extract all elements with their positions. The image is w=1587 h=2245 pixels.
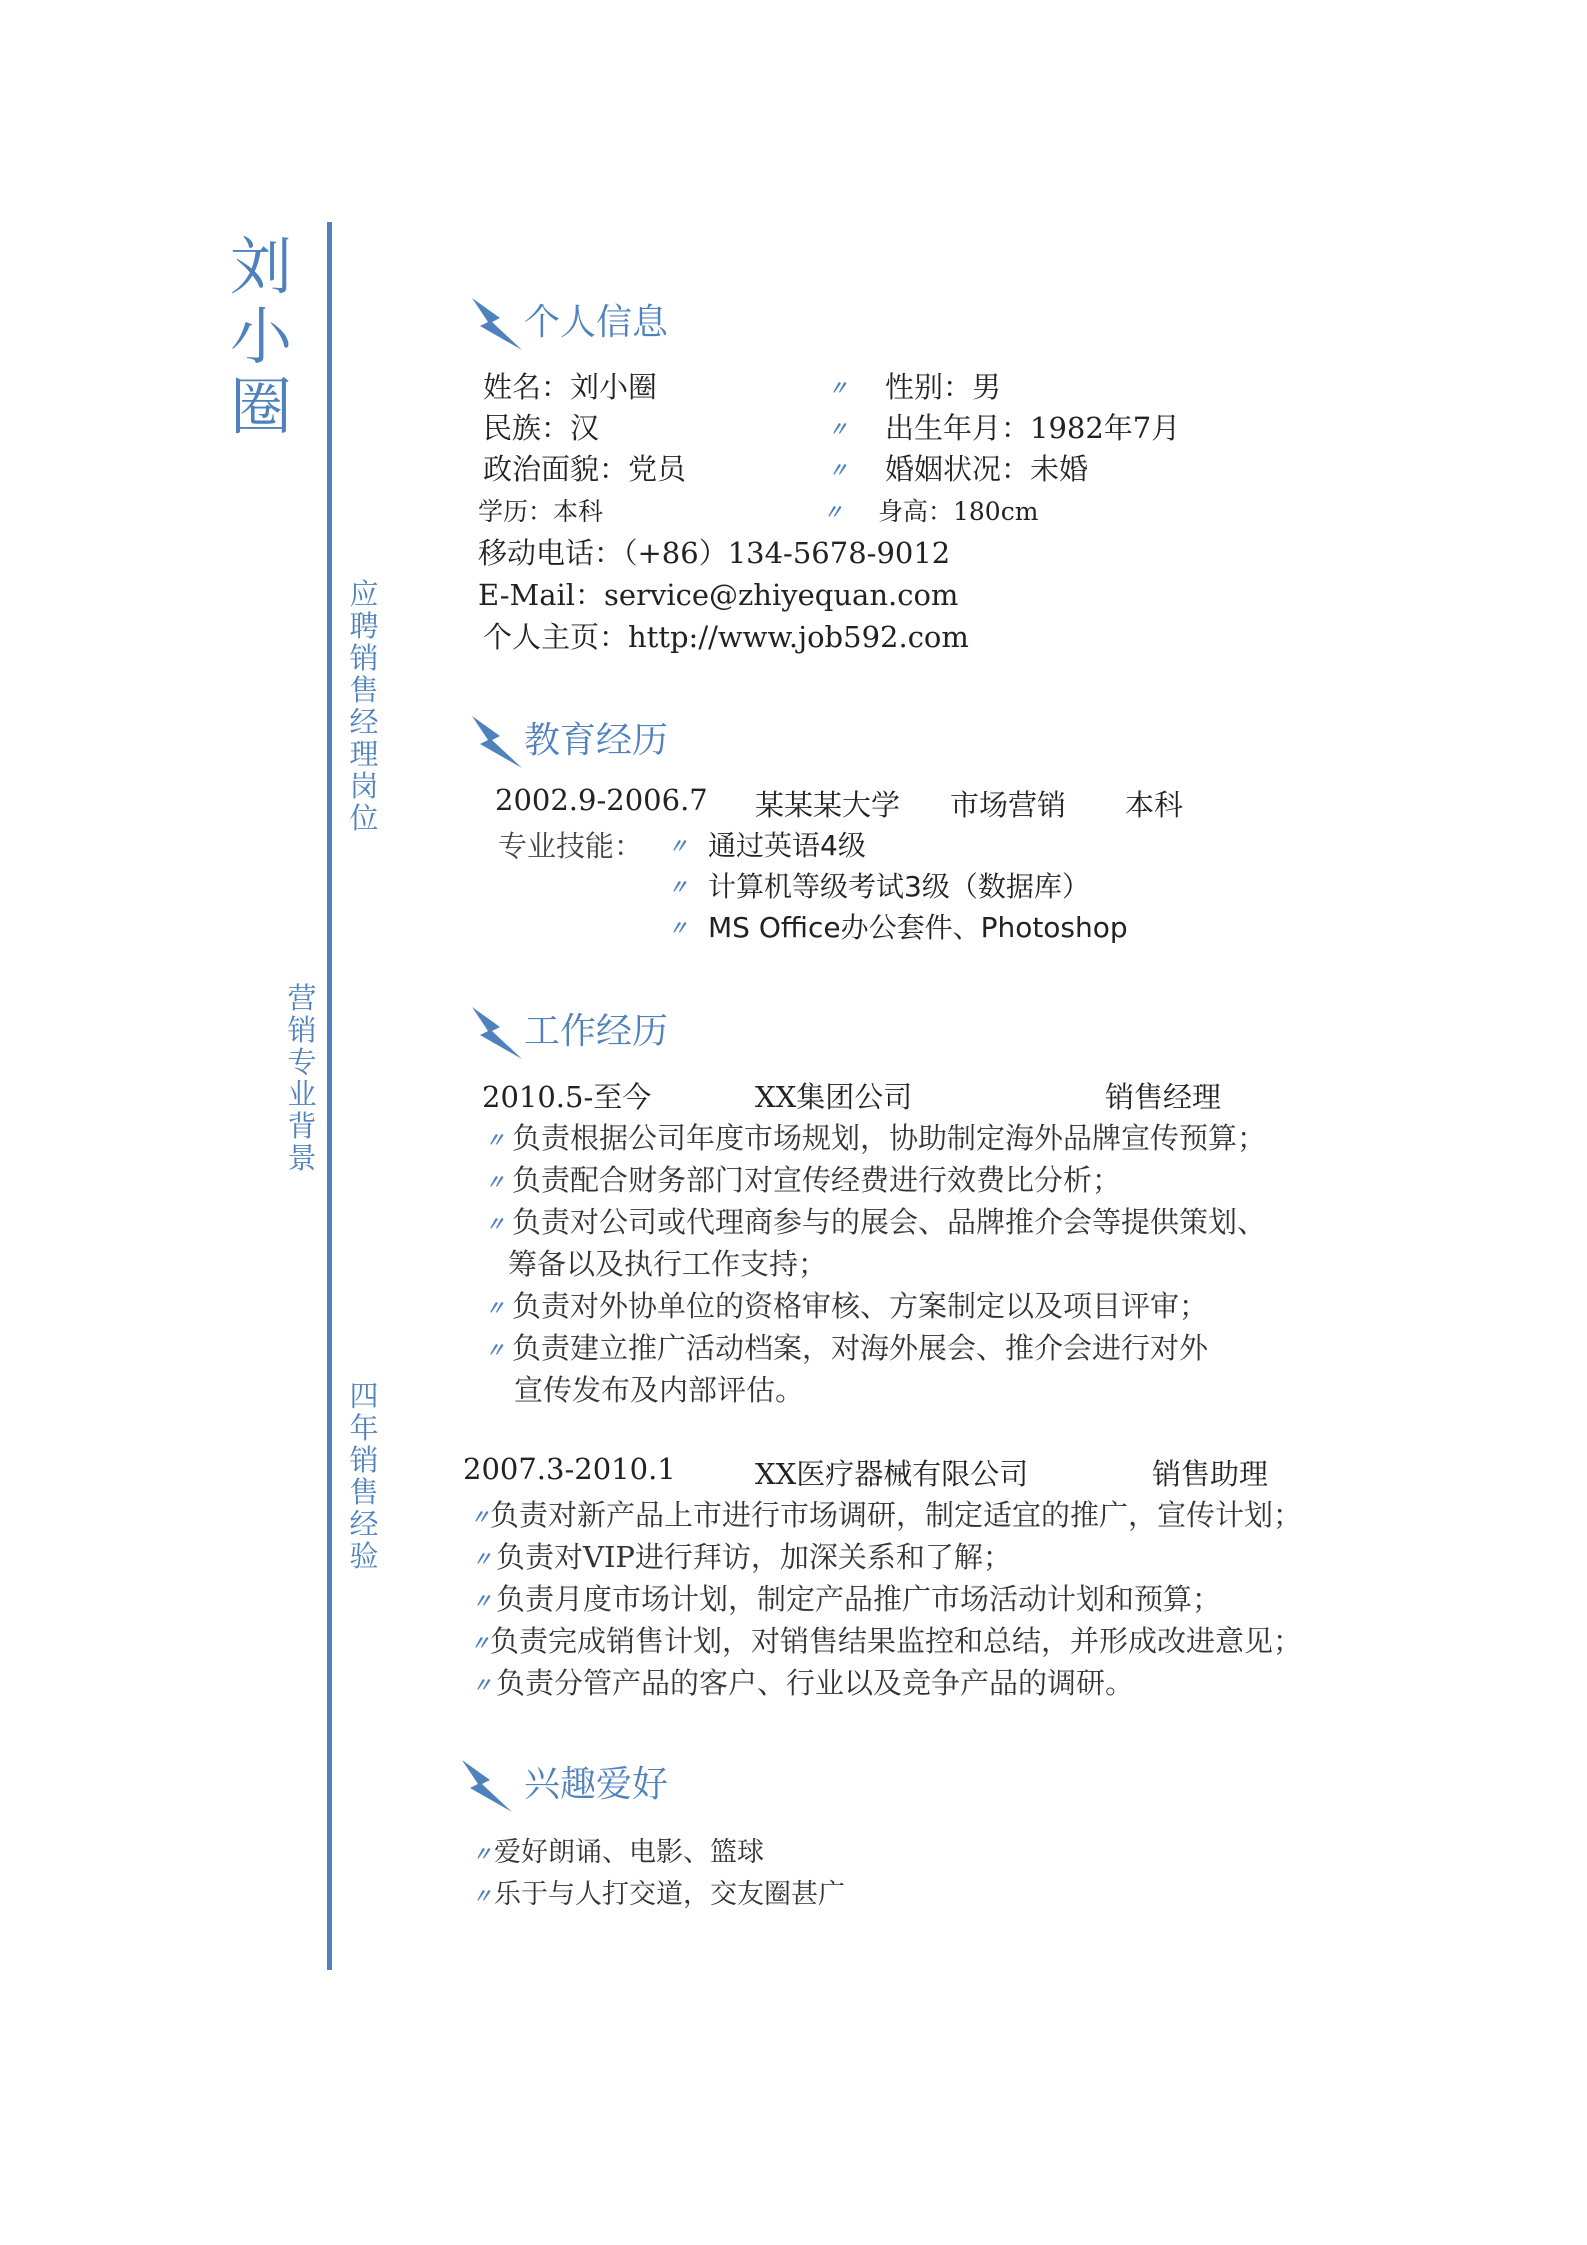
section-title-hobbies: 兴趣爱好	[524, 1764, 669, 1805]
bullet-mark: 〃	[828, 458, 848, 482]
name-char-3: 圈	[230, 370, 293, 443]
side-label-background: 营销专业背景	[287, 981, 317, 1175]
bullet-mark: 〃	[472, 1589, 492, 1613]
lightning-icon	[470, 296, 524, 352]
personal-degree: 学历：本科	[478, 497, 604, 526]
job2-period: 2007.3-2010.1	[463, 1452, 676, 1486]
bullet-mark: 〃	[828, 417, 848, 441]
personal-politics: 政治面貌：党员	[483, 452, 687, 486]
edu-skill-3: MS Office办公套件、Photoshop	[708, 911, 1128, 944]
job1-duty-5-cont: 宣传发布及内部评估。	[514, 1373, 805, 1407]
job1-duty-4: 负责对外协单位的资格审核、方案制定以及项目评审；	[512, 1289, 1209, 1323]
side-label-experience: 四年销售经验	[349, 1379, 379, 1573]
job2-duty-4: 负责完成销售计划，对销售结果监控和总结，并形成改进意见；	[490, 1624, 1303, 1658]
section-title-work: 工作经历	[524, 1011, 669, 1052]
lightning-icon	[460, 1758, 514, 1814]
bullet-mark: 〃	[472, 1842, 492, 1866]
bullet-mark: 〃	[485, 1212, 505, 1236]
job1-duty-1: 负责根据公司年度市场规划，协助制定海外品牌宣传预算；	[512, 1121, 1267, 1155]
bullet-mark: 〃	[470, 1631, 490, 1655]
job2-company: XX医疗器械有限公司	[755, 1457, 1029, 1491]
bullet-mark: 〃	[470, 1505, 490, 1529]
bullet-mark: 〃	[485, 1338, 505, 1362]
bullet-mark: 〃	[668, 834, 688, 858]
personal-homepage: 个人主页：http://www.job592.com	[483, 620, 969, 654]
job1-duty-5: 负责建立推广活动档案，对海外展会、推介会进行对外	[512, 1331, 1209, 1365]
job2-duty-1: 负责对新产品上市进行市场调研，制定适宜的推广，宣传计划；	[490, 1498, 1303, 1532]
edu-skills-label: 专业技能：	[498, 829, 644, 863]
bullet-mark: 〃	[485, 1128, 505, 1152]
job1-period: 2010.5-至今	[482, 1080, 652, 1114]
bullet-mark: 〃	[485, 1296, 505, 1320]
lightning-icon	[470, 714, 524, 770]
edu-period: 2002.9-2006.7	[495, 783, 708, 817]
timeline-divider	[327, 222, 332, 1970]
bullet-mark: 〃	[472, 1673, 492, 1697]
personal-email: E-Mail：service@zhiyequan.com	[478, 578, 959, 612]
job2-duty-5: 负责分管产品的客户、行业以及竞争产品的调研。	[496, 1666, 1135, 1700]
personal-birth: 出生年月：1982年7月	[885, 411, 1181, 445]
hobby-1: 爱好朗诵、电影、篮球	[494, 1837, 764, 1868]
section-title-personal: 个人信息	[524, 302, 669, 343]
edu-degree: 本科	[1125, 788, 1184, 822]
job1-company: XX集团公司	[755, 1080, 913, 1114]
personal-gender: 性别：男	[885, 370, 1002, 404]
lightning-icon	[470, 1005, 524, 1061]
personal-ethnicity: 民族：汉	[483, 411, 600, 445]
personal-name: 姓名：刘小圈	[483, 370, 658, 404]
section-title-education: 教育经历	[524, 720, 669, 761]
job1-duty-3-cont: 筹备以及执行工作支持；	[508, 1247, 828, 1281]
bullet-mark: 〃	[472, 1884, 492, 1908]
job2-duty-3: 负责月度市场计划，制定产品推广市场活动计划和预算；	[496, 1582, 1222, 1616]
bullet-mark: 〃	[668, 875, 688, 899]
job1-duty-2: 负责配合财务部门对宣传经费进行效费比分析；	[512, 1163, 1122, 1197]
personal-marital: 婚姻状况：未婚	[885, 452, 1089, 486]
name-char-2: 小	[230, 300, 293, 373]
bullet-mark: 〃	[828, 376, 848, 400]
bullet-mark: 〃	[472, 1547, 492, 1571]
job2-title: 销售助理	[1152, 1457, 1269, 1491]
name-char-1: 刘	[230, 230, 293, 303]
side-label-position: 应聘销售经理岗位	[349, 577, 379, 835]
edu-school: 某某某大学	[755, 788, 901, 822]
job1-duty-3: 负责对公司或代理商参与的展会、品牌推介会等提供策划、	[512, 1205, 1267, 1239]
personal-height: 身高：180cm	[878, 497, 1039, 526]
edu-skill-2: 计算机等级考试3级（数据库）	[708, 870, 1090, 903]
job2-duty-2: 负责对VIP进行拜访，加深关系和了解；	[496, 1540, 1012, 1574]
bullet-mark: 〃	[668, 916, 688, 940]
bullet-mark: 〃	[823, 500, 843, 524]
edu-major: 市场营销	[950, 788, 1067, 822]
job1-title: 销售经理	[1105, 1080, 1222, 1114]
hobby-2: 乐于与人打交道，交友圈甚广	[494, 1879, 845, 1910]
bullet-mark: 〃	[485, 1170, 505, 1194]
personal-phone: 移动电话：（+86）134-5678-9012	[478, 536, 951, 570]
edu-skill-1: 通过英语4级	[708, 829, 866, 862]
